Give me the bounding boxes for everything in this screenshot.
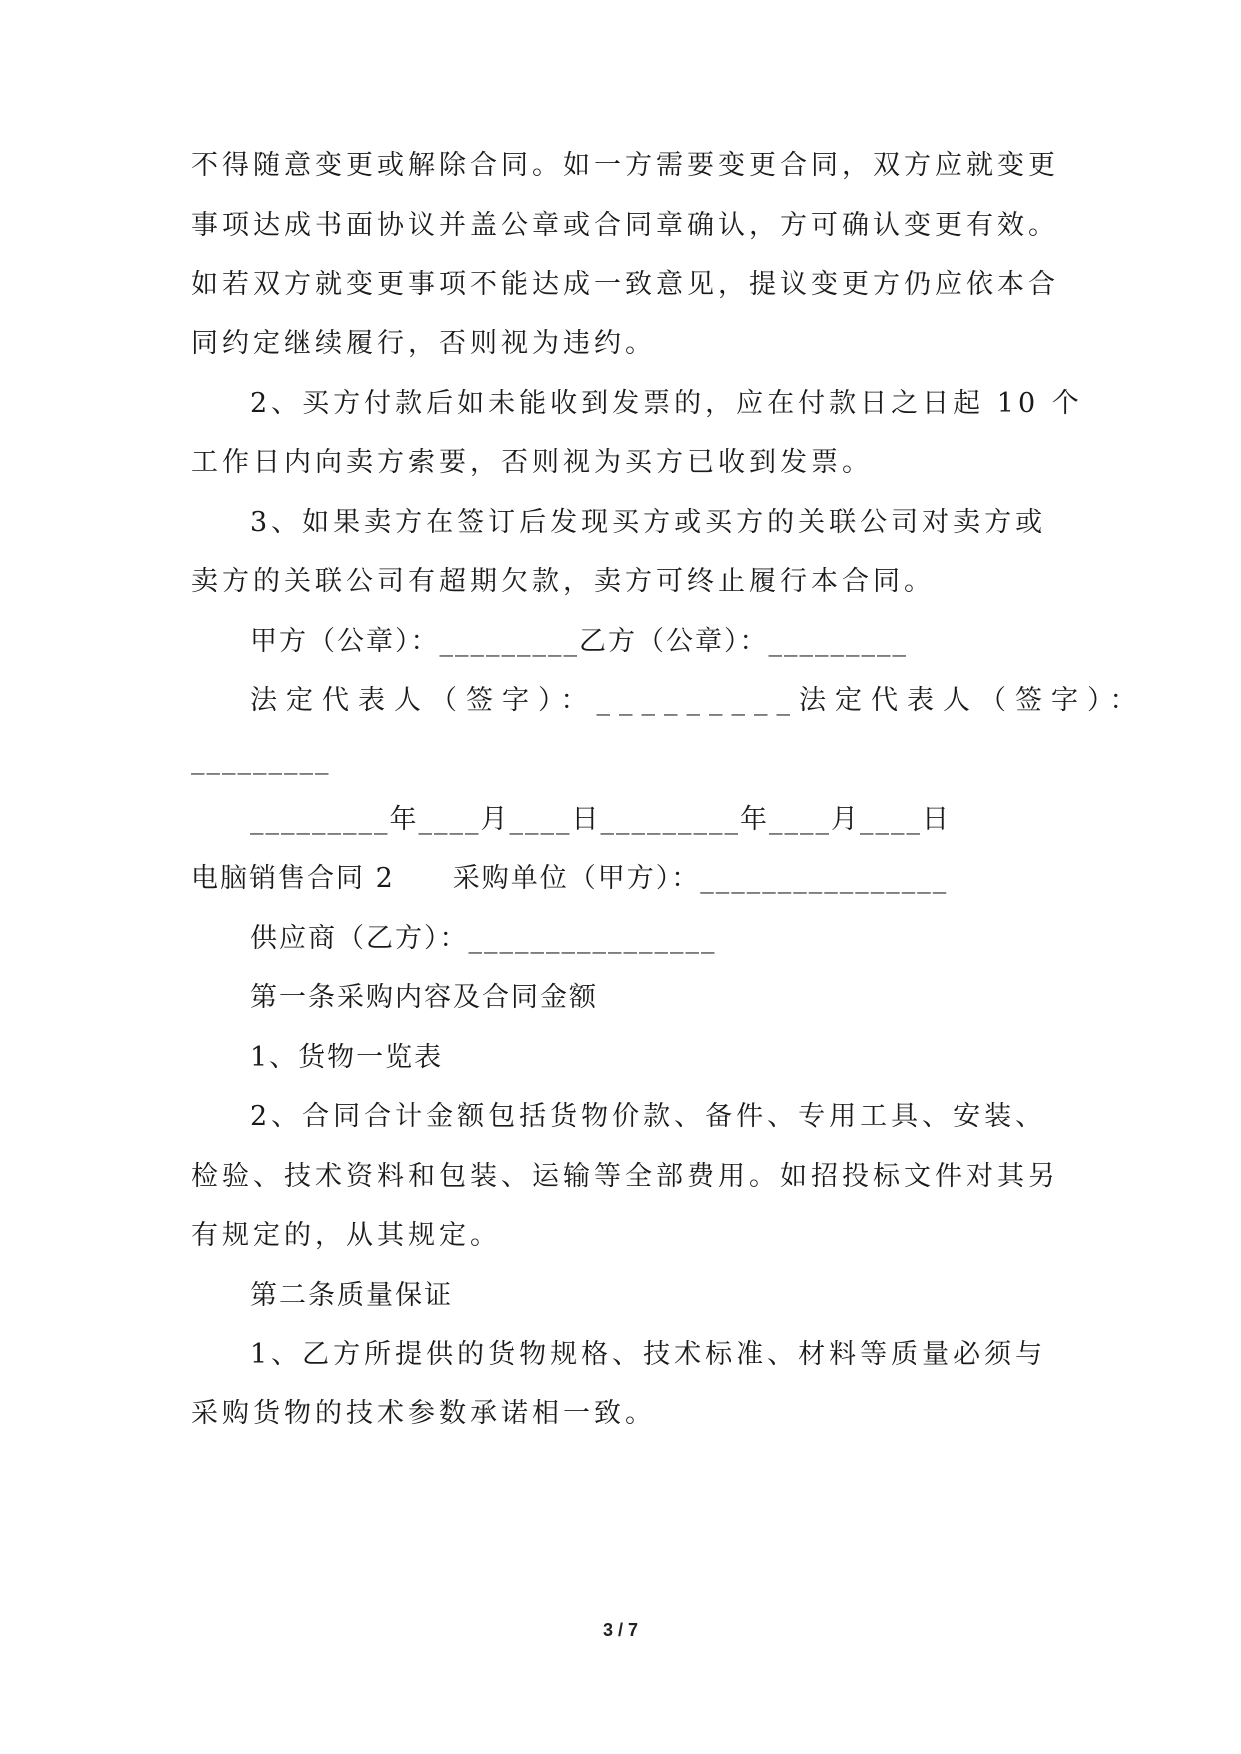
paragraph-line: 工作日内向卖方索要，否则视为买方已收到发票。 [191, 447, 873, 478]
paragraph-line: 1、乙方所提供的货物规格、技术标准、材料等质量必须与 [250, 1339, 1047, 1370]
paragraph-line: 2、合同合计金额包括货物价款、备件、专用工具、安装、 [250, 1101, 1047, 1132]
paragraph-line: 如若双方就变更事项不能达成一致意见，提议变更方仍应依本合 [191, 269, 1059, 300]
paragraph-line: 不得随意变更或解除合同。如一方需要变更合同，双方应就变更 [191, 150, 1059, 181]
paragraph-line: 卖方的关联公司有超期欠款，卖方可终止履行本合同。 [191, 566, 935, 597]
paragraph-line: 检验、技术资料和包装、运输等全部费用。如招投标文件对其另 [191, 1161, 1059, 1192]
contract-title-line: 电脑销售合同 2 采购单位（甲方）：________________ [191, 863, 949, 894]
page-number: 3 / 7 [602, 1620, 639, 1640]
paragraph-line: 1、货物一览表 [250, 1042, 444, 1073]
paragraph-line: 2、买方付款后如未能收到发票的，应在付款日之日起 10 个 [250, 388, 1083, 419]
date-line: _________年____月____日_________年____月____日 [250, 804, 951, 835]
paragraph-line: 采购货物的技术参数承诺相一致。 [191, 1398, 656, 1429]
signature-blank: _________ [191, 744, 331, 775]
paragraph-line: 同约定继续履行，否则视为违约。 [191, 328, 656, 359]
section-heading: 第一条采购内容及合同金额 [250, 982, 598, 1013]
paragraph-line: 事项达成书面协议并盖公章或合同章确认，方可确认变更有效。 [191, 210, 1059, 241]
signature-line-representative: 法定代表人（签字）：_________法定代表人（签字）： [250, 685, 1146, 716]
paragraph-line: 3、如果卖方在签订后发现买方或买方的关联公司对卖方或 [250, 507, 1047, 538]
paragraph-line: 有规定的，从其规定。 [191, 1220, 501, 1251]
supplier-line: 供应商（乙方）：________________ [250, 923, 717, 954]
section-heading: 第二条质量保证 [250, 1280, 453, 1311]
signature-line-seal: 甲方（公章）：_________乙方（公章）：_________ [250, 626, 908, 657]
